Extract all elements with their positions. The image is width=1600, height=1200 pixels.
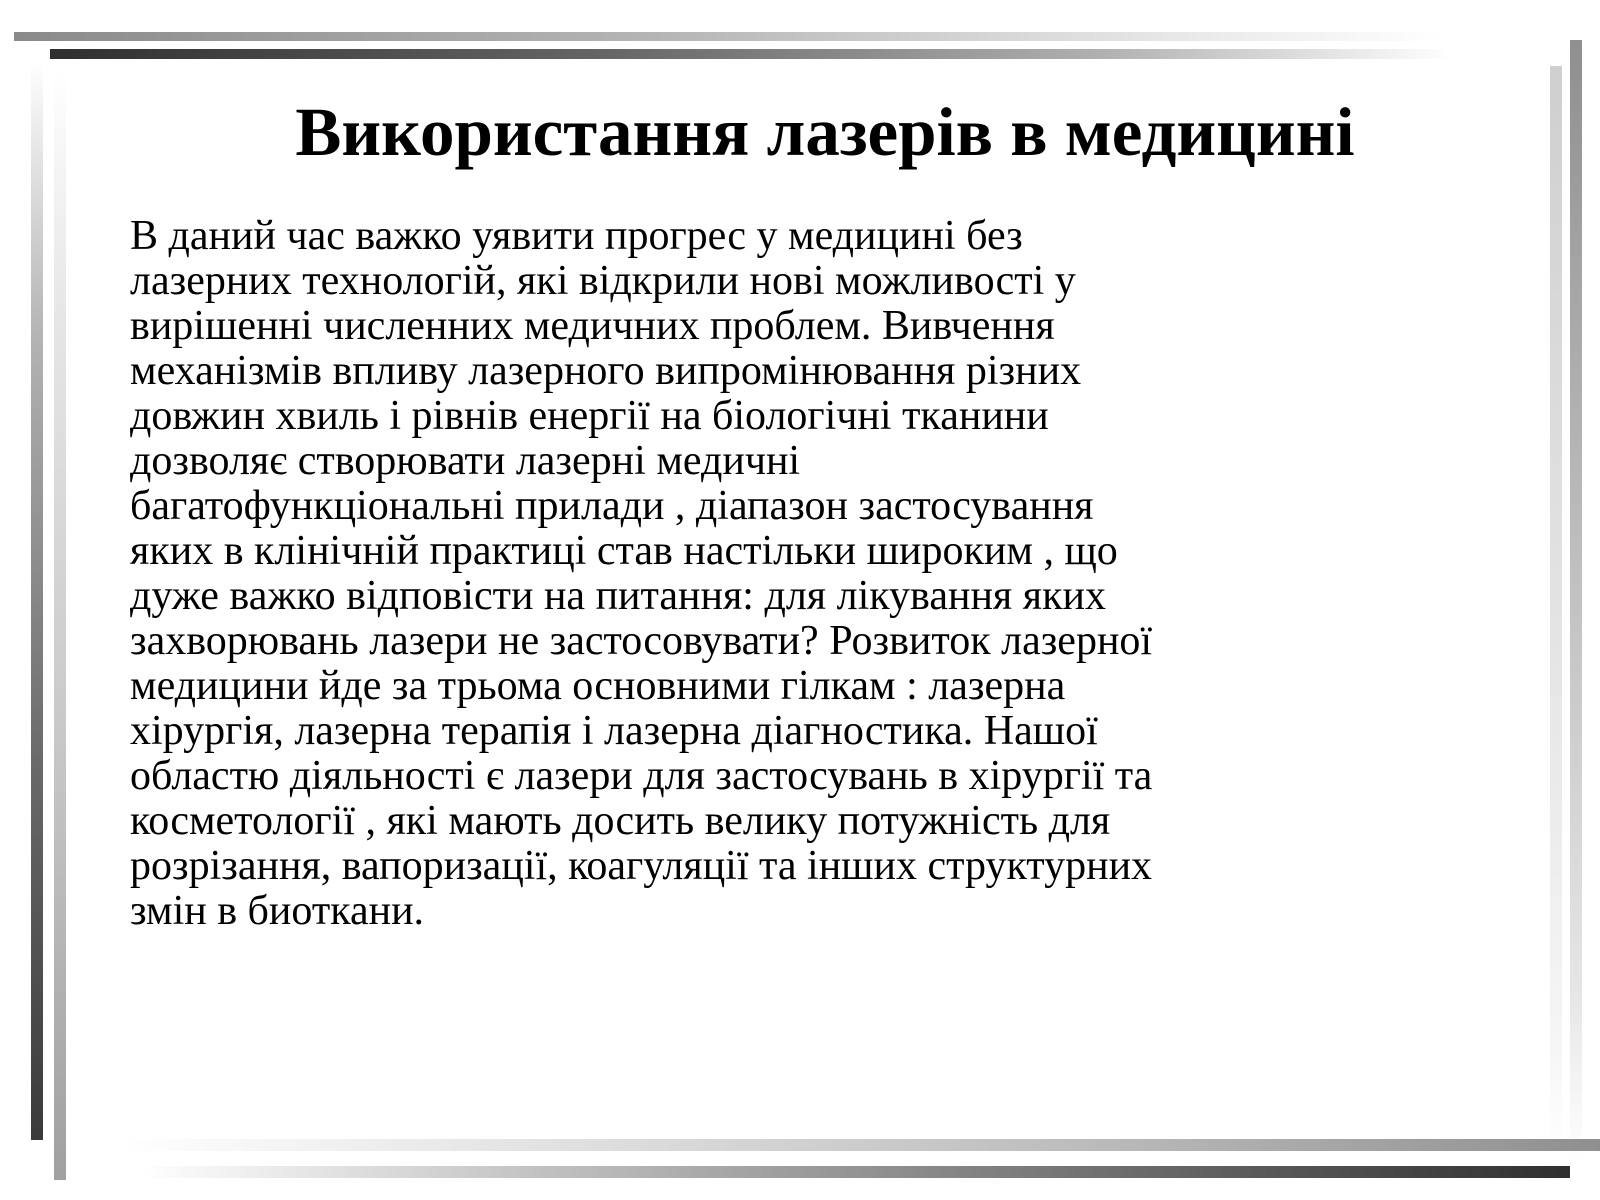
slide-title: Використання лазерів в медицині: [295, 94, 1355, 170]
frame-bar-left-outer: [31, 60, 43, 1140]
body-line: вирішенні численних медичних проблем. Вивчення: [130, 303, 1055, 349]
body-line: яких в клінічній практиці став настільки широким , що: [130, 528, 1118, 574]
body-line: В даний час важко уявити прогрес у медицині без: [130, 213, 1023, 259]
frame-bar-top-inner: [50, 49, 1450, 59]
body-line: захворювань лазери не застосовувати? Розвиток лазерної: [130, 618, 1153, 664]
body-line: медицини йде за трьома основними гілкам : лазерна: [130, 663, 1066, 709]
body-line: дозволяє створювати лазерні медичні: [130, 438, 801, 484]
frame-bar-top-outer: [14, 32, 1444, 41]
frame-bar-left-inner: [54, 70, 66, 1180]
body-line: дуже важко відповісти на питання: для лікування яких: [130, 573, 1106, 619]
frame-bar-right-inner: [1550, 66, 1562, 1156]
frame-bar-right-outer: [1570, 40, 1582, 1160]
body-line: областю діяльності є лазери для застосувань в хірургії та: [130, 753, 1153, 799]
body-line: багатофункціональні прилади , діапазон застосування: [130, 483, 1094, 529]
body-line: довжин хвиль і рівнів енергії на біологічні тканини: [130, 393, 1049, 439]
slide-body: [130, 214, 1470, 934]
frame-bar-bottom-outer: [120, 1139, 1600, 1151]
body-line: розрізання, вапоризації, коагуляції та інших структурних: [130, 843, 1153, 889]
body-line: косметології , які мають досить велику потужність для: [130, 798, 1111, 844]
frame-bar-bottom-inner: [140, 1166, 1570, 1178]
body-line: змін в биоткани.: [130, 888, 425, 934]
body-line: механізмів впливу лазерного випромінювання різних: [130, 348, 1082, 394]
body-line: хірургія, лазерна терапія і лазерна діагностика. Нашої: [130, 708, 1098, 754]
body-line: лазерних технологій, які відкрили нові можливості у: [130, 258, 1076, 304]
